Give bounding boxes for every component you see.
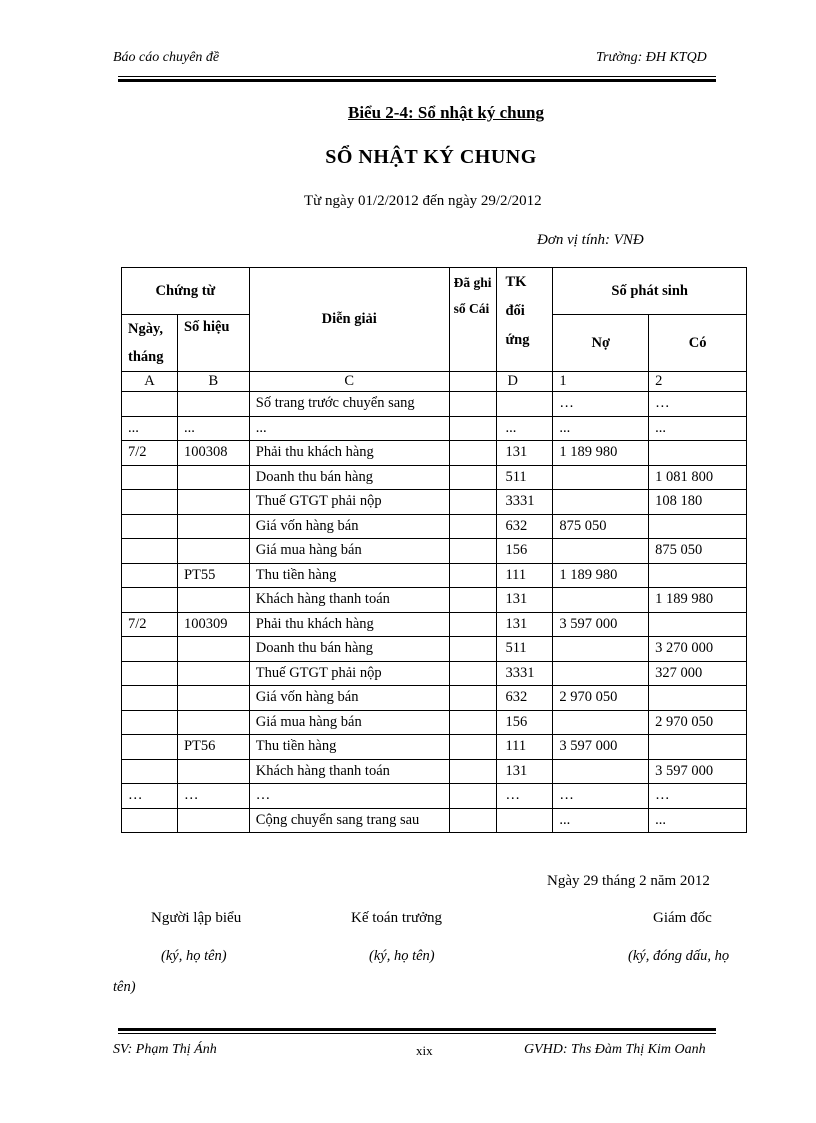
cell-posted bbox=[449, 563, 497, 588]
cell-description: Giá vốn hàng bán bbox=[249, 514, 449, 539]
header-co: Có bbox=[649, 315, 747, 372]
cell-credit: 2 970 050 bbox=[649, 710, 747, 735]
cell-description: ... bbox=[249, 416, 449, 441]
cell-debit: 2 970 050 bbox=[553, 686, 649, 711]
code-a: A bbox=[122, 372, 178, 392]
cell-account: 511 bbox=[497, 637, 553, 662]
cell-account: 131 bbox=[497, 759, 553, 784]
cell-description: Số trang trước chuyển sang bbox=[249, 392, 449, 417]
code-2: 2 bbox=[649, 372, 747, 392]
cell-account: 131 bbox=[497, 588, 553, 613]
cell-account: 111 bbox=[497, 563, 553, 588]
cell-description: … bbox=[249, 784, 449, 809]
cell-credit: … bbox=[649, 784, 747, 809]
cell-account: 131 bbox=[497, 612, 553, 637]
cell-doc-number bbox=[177, 637, 249, 662]
header-tk: TK đối ứng bbox=[505, 274, 530, 348]
cell-description: Thu tiền hàng bbox=[249, 563, 449, 588]
cell-account: 131 bbox=[497, 441, 553, 466]
cell-account: 632 bbox=[497, 686, 553, 711]
cell-description: Giá mua hàng bán bbox=[249, 539, 449, 564]
table-row bbox=[122, 563, 747, 588]
table-row bbox=[122, 808, 747, 833]
cell-credit bbox=[649, 686, 747, 711]
cell-doc-number: PT55 bbox=[177, 563, 249, 588]
header-sohieu: Số hiệu bbox=[177, 315, 249, 372]
table-row bbox=[122, 465, 747, 490]
cell-date bbox=[122, 490, 178, 515]
table-row bbox=[122, 686, 747, 711]
table-row bbox=[122, 588, 747, 613]
cell-credit: 3 597 000 bbox=[649, 759, 747, 784]
unit: Đơn vị tính: VNĐ bbox=[537, 232, 644, 248]
cell-posted bbox=[449, 759, 497, 784]
cell-description: Thuế GTGT phải nộp bbox=[249, 490, 449, 515]
cell-debit bbox=[553, 588, 649, 613]
code-empty bbox=[449, 372, 497, 392]
cell-description: Thu tiền hàng bbox=[249, 735, 449, 760]
cell-description: Doanh thu bán hàng bbox=[249, 637, 449, 662]
header-sophatsinh: Số phát sinh bbox=[553, 268, 747, 315]
cell-posted bbox=[449, 441, 497, 466]
cell-date bbox=[122, 465, 178, 490]
cell-description: Giá mua hàng bán bbox=[249, 710, 449, 735]
header-left: Báo cáo chuyên đề bbox=[113, 50, 220, 65]
header-daghi: Đã ghi sổ Cái bbox=[453, 275, 492, 316]
cell-date bbox=[122, 686, 178, 711]
cell-account: 156 bbox=[497, 710, 553, 735]
cell-posted bbox=[449, 490, 497, 515]
cell-debit: 1 189 980 bbox=[553, 563, 649, 588]
table-row bbox=[122, 539, 747, 564]
cell-date bbox=[122, 808, 178, 833]
cell-credit bbox=[649, 441, 747, 466]
cell-doc-number bbox=[177, 686, 249, 711]
table-row bbox=[122, 759, 747, 784]
footer-student: SV: Phạm Thị Ánh bbox=[113, 1042, 217, 1057]
cell-description: Khách hàng thanh toán bbox=[249, 759, 449, 784]
cell-doc-number bbox=[177, 539, 249, 564]
cell-posted bbox=[449, 539, 497, 564]
cell-date bbox=[122, 661, 178, 686]
cell-description: Cộng chuyển sang trang sau bbox=[249, 808, 449, 833]
cell-date bbox=[122, 759, 178, 784]
cell-account: 111 bbox=[497, 735, 553, 760]
cell-debit bbox=[553, 759, 649, 784]
cell-posted bbox=[449, 661, 497, 686]
cell-posted bbox=[449, 637, 497, 662]
cell-account bbox=[497, 808, 553, 833]
table-row bbox=[122, 416, 747, 441]
header-ngay: Ngày, tháng bbox=[128, 321, 164, 365]
footer-rule-thick bbox=[118, 1028, 716, 1031]
cell-doc-number bbox=[177, 710, 249, 735]
header-rule-thick bbox=[118, 79, 716, 82]
cell-account: 156 bbox=[497, 539, 553, 564]
table-row bbox=[122, 490, 747, 515]
code-c: C bbox=[249, 372, 449, 392]
cell-posted bbox=[449, 416, 497, 441]
cell-debit bbox=[553, 710, 649, 735]
cell-debit: … bbox=[553, 784, 649, 809]
cell-date bbox=[122, 588, 178, 613]
cell-date: 7/2 bbox=[122, 441, 178, 466]
table-row bbox=[122, 661, 747, 686]
cell-credit: … bbox=[649, 392, 747, 417]
cell-doc-number bbox=[177, 588, 249, 613]
cell-date bbox=[122, 710, 178, 735]
sign-note-1: (ký, họ tên) bbox=[161, 948, 227, 964]
sign-preparer: Người lập biểu bbox=[151, 910, 242, 926]
period: Từ ngày 01/2/2012 đến ngày 29/2/2012 bbox=[304, 193, 542, 209]
header-right: Trường: ĐH KTQD bbox=[596, 50, 707, 65]
table-row bbox=[122, 612, 747, 637]
cell-debit: 1 189 980 bbox=[553, 441, 649, 466]
cell-account: ... bbox=[497, 416, 553, 441]
cell-credit bbox=[649, 612, 747, 637]
cell-debit: 875 050 bbox=[553, 514, 649, 539]
cell-debit: ... bbox=[553, 808, 649, 833]
cell-account: 3331 bbox=[497, 490, 553, 515]
cell-description: Phải thu khách hàng bbox=[249, 612, 449, 637]
cell-doc-number bbox=[177, 759, 249, 784]
cell-description: Phải thu khách hàng bbox=[249, 441, 449, 466]
header-no: Nợ bbox=[553, 315, 649, 372]
cell-credit: ... bbox=[649, 808, 747, 833]
sign-director: Giám đốc bbox=[653, 910, 712, 926]
cell-credit: 1 081 800 bbox=[649, 465, 747, 490]
table-row bbox=[122, 710, 747, 735]
cell-account: … bbox=[497, 784, 553, 809]
table-row bbox=[122, 392, 747, 417]
cell-description: Khách hàng thanh toán bbox=[249, 588, 449, 613]
cell-account: 511 bbox=[497, 465, 553, 490]
cell-credit: ... bbox=[649, 416, 747, 441]
table-row bbox=[122, 441, 747, 466]
cell-posted bbox=[449, 612, 497, 637]
cell-doc-number bbox=[177, 465, 249, 490]
cell-account: 3331 bbox=[497, 661, 553, 686]
table-row bbox=[122, 637, 747, 662]
header-chungtu: Chứng từ bbox=[122, 268, 250, 315]
cell-credit bbox=[649, 563, 747, 588]
cell-posted bbox=[449, 710, 497, 735]
page-title: SỔ NHẬT KÝ CHUNG bbox=[325, 146, 537, 168]
cell-doc-number: 100309 bbox=[177, 612, 249, 637]
cell-doc-number bbox=[177, 392, 249, 417]
cell-doc-number: ... bbox=[177, 416, 249, 441]
cell-credit: 3 270 000 bbox=[649, 637, 747, 662]
sign-note-3: (ký, đóng dấu, họ bbox=[628, 948, 730, 964]
sign-note-2: (ký, họ tên) bbox=[369, 948, 435, 964]
code-b: B bbox=[177, 372, 249, 392]
cell-debit: 3 597 000 bbox=[553, 612, 649, 637]
cell-date bbox=[122, 637, 178, 662]
caption: Biểu 2-4: Sổ nhật ký chung bbox=[347, 103, 545, 122]
cell-date: 7/2 bbox=[122, 612, 178, 637]
cell-posted bbox=[449, 392, 497, 417]
cell-doc-number bbox=[177, 808, 249, 833]
cell-posted bbox=[449, 808, 497, 833]
date-line: Ngày 29 tháng 2 năm 2012 bbox=[547, 873, 710, 889]
cell-credit: 108 180 bbox=[649, 490, 747, 515]
code-d: D bbox=[497, 372, 553, 392]
cell-posted bbox=[449, 784, 497, 809]
cell-debit: ... bbox=[553, 416, 649, 441]
cell-date bbox=[122, 539, 178, 564]
cell-date bbox=[122, 514, 178, 539]
cell-date: ... bbox=[122, 416, 178, 441]
cell-posted bbox=[449, 735, 497, 760]
page-number: xix bbox=[416, 1043, 433, 1058]
cell-doc-number: … bbox=[177, 784, 249, 809]
cell-account: 632 bbox=[497, 514, 553, 539]
header-rule-thin bbox=[118, 76, 716, 77]
cell-date bbox=[122, 563, 178, 588]
cell-debit: … bbox=[553, 392, 649, 417]
cell-doc-number: PT56 bbox=[177, 735, 249, 760]
cell-credit bbox=[649, 735, 747, 760]
cell-description: Doanh thu bán hàng bbox=[249, 465, 449, 490]
cell-date bbox=[122, 392, 178, 417]
cell-credit bbox=[649, 514, 747, 539]
cell-debit bbox=[553, 539, 649, 564]
cell-doc-number bbox=[177, 661, 249, 686]
cell-debit: 3 597 000 bbox=[553, 735, 649, 760]
cell-description: Thuế GTGT phải nộp bbox=[249, 661, 449, 686]
table-row bbox=[122, 784, 747, 809]
cell-date: … bbox=[122, 784, 178, 809]
code-1: 1 bbox=[553, 372, 649, 392]
table-row bbox=[122, 735, 747, 760]
cell-debit bbox=[553, 465, 649, 490]
cell-posted bbox=[449, 465, 497, 490]
cell-account bbox=[497, 392, 553, 417]
cell-credit: 327 000 bbox=[649, 661, 747, 686]
cell-date bbox=[122, 735, 178, 760]
cell-debit bbox=[553, 637, 649, 662]
cell-debit bbox=[553, 661, 649, 686]
cell-credit: 1 189 980 bbox=[649, 588, 747, 613]
cell-credit: 875 050 bbox=[649, 539, 747, 564]
journal-table bbox=[121, 267, 747, 833]
cell-posted bbox=[449, 588, 497, 613]
footer-rule-thin bbox=[118, 1033, 716, 1034]
sign-note-3-cont: tên) bbox=[113, 979, 136, 995]
cell-doc-number bbox=[177, 514, 249, 539]
cell-posted bbox=[449, 514, 497, 539]
cell-description: Giá vốn hàng bán bbox=[249, 686, 449, 711]
cell-doc-number: 100308 bbox=[177, 441, 249, 466]
footer-advisor: GVHD: Ths Đàm Thị Kim Oanh bbox=[524, 1042, 706, 1057]
cell-debit bbox=[553, 490, 649, 515]
cell-posted bbox=[449, 686, 497, 711]
table-row bbox=[122, 514, 747, 539]
header-diengiai: Diễn giải bbox=[249, 268, 449, 372]
cell-doc-number bbox=[177, 490, 249, 515]
sign-chief-accountant: Kế toán trưởng bbox=[351, 910, 443, 926]
